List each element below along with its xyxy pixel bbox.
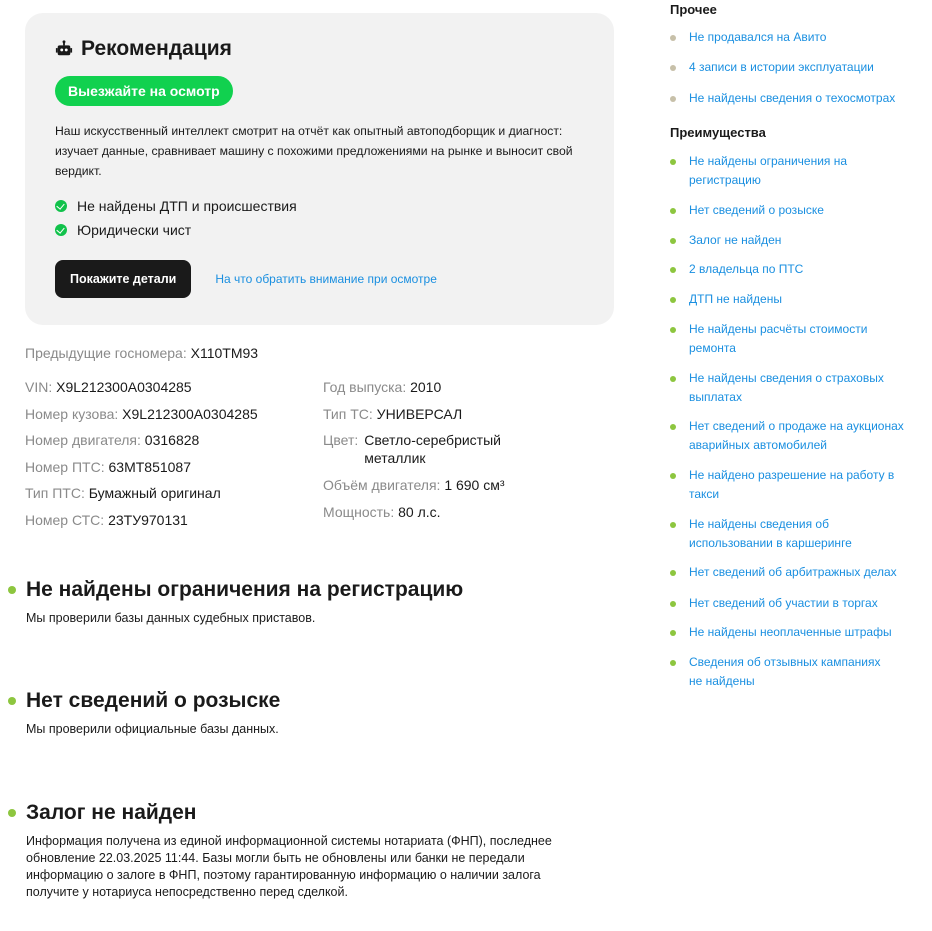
section-pledge	[8, 801, 608, 901]
bullet-dot-icon	[670, 522, 676, 528]
bullet-dot-icon	[8, 697, 16, 705]
sidebar-item[interactable]	[670, 320, 895, 358]
detail-label: Цвет:	[323, 432, 359, 448]
section-heading	[8, 689, 608, 713]
sidebar-item-label: Нет сведений об участии в торгах	[689, 596, 878, 610]
check-label: Не найдены ДТП и происшествия	[77, 198, 297, 214]
detail-label: Тип ТС:	[323, 405, 373, 422]
sidebar-item-label: Сведения об отзывных кампаниях не найдены	[689, 655, 881, 688]
sidebar-item-label: Не найдены сведения об использовании в каршеринге	[689, 517, 852, 550]
detail-value: 2010	[410, 379, 442, 395]
bullet-dot-icon	[670, 297, 676, 303]
previous-plates-value: Х110ТМ93	[190, 345, 259, 361]
sidebar-item[interactable]	[670, 260, 932, 279]
bullet-dot-icon	[670, 601, 676, 607]
sidebar-item-label: Не найдены ограничения на регистрацию	[689, 154, 848, 187]
check-label: Юридически чист	[77, 222, 192, 238]
sidebar-item-label: Не найдены неоплаченные штрафы	[689, 625, 892, 639]
recommendation-heading	[55, 37, 584, 61]
sidebar-item[interactable]	[670, 89, 932, 108]
recommendation-title: Рекомендация	[81, 37, 232, 60]
section-heading	[8, 578, 608, 602]
detail-value: Светло-серебристый металлик	[364, 432, 501, 466]
detail-label: VIN:	[25, 379, 53, 395]
detail-value: 23ТУ970131	[108, 511, 188, 528]
section-heading	[8, 801, 608, 825]
sidebar-item[interactable]	[670, 369, 915, 407]
vehicle-details-right	[323, 378, 534, 529]
section-registration-restrictions	[8, 578, 608, 627]
detail-value: X9L212300A0304285	[56, 379, 192, 395]
bullet-dot-icon	[8, 809, 16, 817]
detail-value: 80 л.с.	[398, 503, 441, 520]
detail-value: Бумажный оригинал	[88, 485, 221, 501]
check-list	[55, 194, 584, 242]
sidebar-item-label: Не найдены расчёты стоимости ремонта	[689, 322, 868, 355]
bullet-dot-icon	[670, 159, 676, 165]
check-circle-icon	[55, 200, 67, 212]
sidebar-item[interactable]	[670, 623, 932, 642]
bullet-dot-icon	[670, 424, 676, 430]
bullet-dot-icon	[670, 267, 676, 273]
detail-row-pts-number	[25, 458, 258, 485]
detail-row-pts-type	[25, 484, 258, 511]
sidebar-item[interactable]	[670, 28, 932, 47]
bullet-dot-icon	[670, 35, 676, 41]
previous-plates	[25, 345, 258, 361]
sidebar-heading-other: Прочее	[670, 2, 717, 17]
sidebar-item[interactable]	[670, 290, 932, 309]
detail-value: 63МТ851087	[108, 458, 192, 475]
verdict-badge: Выезжайте на осмотр	[55, 76, 233, 106]
sidebar-item-label: Не найдены сведения о страховых выплатах	[689, 371, 884, 404]
detail-row-color	[323, 431, 534, 476]
sidebar-item-label: 2 владельца по ПТС	[689, 262, 804, 276]
sidebar-item-label: Нет сведений о розыске	[689, 203, 824, 217]
section-title: Не найдены ограничения на регистрацию	[26, 578, 464, 601]
detail-row-year	[323, 378, 534, 405]
detail-row-sts-number	[25, 511, 258, 538]
detail-label: Мощность:	[323, 503, 395, 520]
check-circle-icon	[55, 224, 67, 236]
show-details-button[interactable]: Покажите детали	[55, 260, 191, 298]
detail-label: Объём двигателя:	[323, 477, 441, 493]
section-body: Мы проверили официальные базы данных.	[26, 722, 279, 736]
robot-icon	[55, 40, 73, 58]
recommendation-card	[25, 13, 614, 325]
sidebar-item[interactable]	[670, 152, 855, 190]
section-body: Мы проверили базы данных судебных приставов.	[26, 611, 316, 625]
bullet-dot-icon	[670, 473, 676, 479]
section-title: Нет сведений о розыске	[26, 689, 281, 712]
sidebar-item[interactable]	[670, 201, 932, 220]
check-item	[55, 218, 584, 242]
detail-row-engine-volume	[323, 476, 534, 503]
sidebar-item-label: Не продавался на Авито	[689, 30, 827, 44]
bullet-dot-icon	[670, 65, 676, 71]
section-title: Залог не найден	[26, 801, 197, 824]
bullet-dot-icon	[670, 376, 676, 382]
inspection-tips-link[interactable]: На что обратить внимание при осмотре	[215, 272, 437, 286]
detail-label: Тип ПТС:	[25, 485, 85, 501]
recommendation-description: Наш искусственный интеллект смотрит на отчёт как опытный автоподборщик и диагност: изучает данные, сравнивает машину с похожими предложениями на рынке и выносит свой вердикт.	[55, 124, 573, 178]
section-body: Информация получена из единой информационной системы нотариата (ФНП), последнее обновление 22.03.2025 11:44. Базы могли быть не обновлены или банки не передали информацию о залоге в ФНП, поэтому гарантированную информацию о наличии залога получите у нотариуса непосредственно перед сделкой.	[26, 834, 552, 899]
vehicle-details-left	[25, 378, 258, 537]
sidebar-item[interactable]	[670, 58, 932, 77]
sidebar-item[interactable]	[670, 594, 932, 613]
bullet-dot-icon	[8, 586, 16, 594]
detail-value: 1 690 см³	[444, 477, 505, 493]
detail-value: УНИВЕРСАЛ	[376, 405, 463, 422]
detail-label: Номер кузова:	[25, 405, 119, 422]
detail-label: Номер СТС:	[25, 511, 105, 528]
detail-label: Номер ПТС:	[25, 458, 105, 475]
previous-plates-label: Предыдущие госномера:	[25, 345, 187, 361]
bullet-dot-icon	[670, 630, 676, 636]
sidebar-item[interactable]	[670, 466, 915, 504]
bullet-dot-icon	[670, 238, 676, 244]
detail-value: 0316828	[144, 432, 200, 448]
sidebar-item-label: Не найдено разрешение на работу в такси	[689, 468, 895, 501]
detail-value: X9L212300A0304285	[122, 405, 258, 422]
bullet-dot-icon	[670, 327, 676, 333]
sidebar-item-label: ДТП не найдены	[689, 292, 782, 306]
check-item	[55, 194, 584, 218]
detail-row-engine-number	[25, 431, 258, 458]
detail-row-body-number	[25, 405, 258, 432]
detail-row-vin	[25, 378, 258, 405]
sidebar-item-label: 4 записи в истории эксплуатации	[689, 60, 874, 74]
sidebar-item-label: Залог не найден	[689, 233, 782, 247]
sidebar-item-label: Нет сведений об арбитражных делах	[689, 565, 897, 579]
sidebar-item[interactable]	[670, 653, 895, 691]
sidebar-item[interactable]	[670, 563, 932, 582]
sidebar-item[interactable]	[670, 417, 932, 455]
sidebar-heading-advantages: Преимущества	[670, 125, 766, 140]
section-wanted-status	[8, 689, 608, 738]
bullet-dot-icon	[670, 208, 676, 214]
detail-row-vehicle-type	[323, 405, 534, 432]
detail-row-power	[323, 503, 534, 530]
sidebar-item-label: Не найдены сведения о техосмотрах	[689, 91, 896, 105]
detail-label: Номер двигателя:	[25, 432, 141, 448]
bullet-dot-icon	[670, 96, 676, 102]
sidebar-item-label: Нет сведений о продаже на аукционах аварийных автомобилей	[689, 419, 904, 452]
sidebar-item[interactable]	[670, 231, 932, 250]
bullet-dot-icon	[670, 570, 676, 576]
bullet-dot-icon	[670, 660, 676, 666]
recommendation-actions	[55, 260, 584, 298]
detail-label: Год выпуска:	[323, 379, 407, 395]
sidebar-item[interactable]	[670, 515, 895, 553]
